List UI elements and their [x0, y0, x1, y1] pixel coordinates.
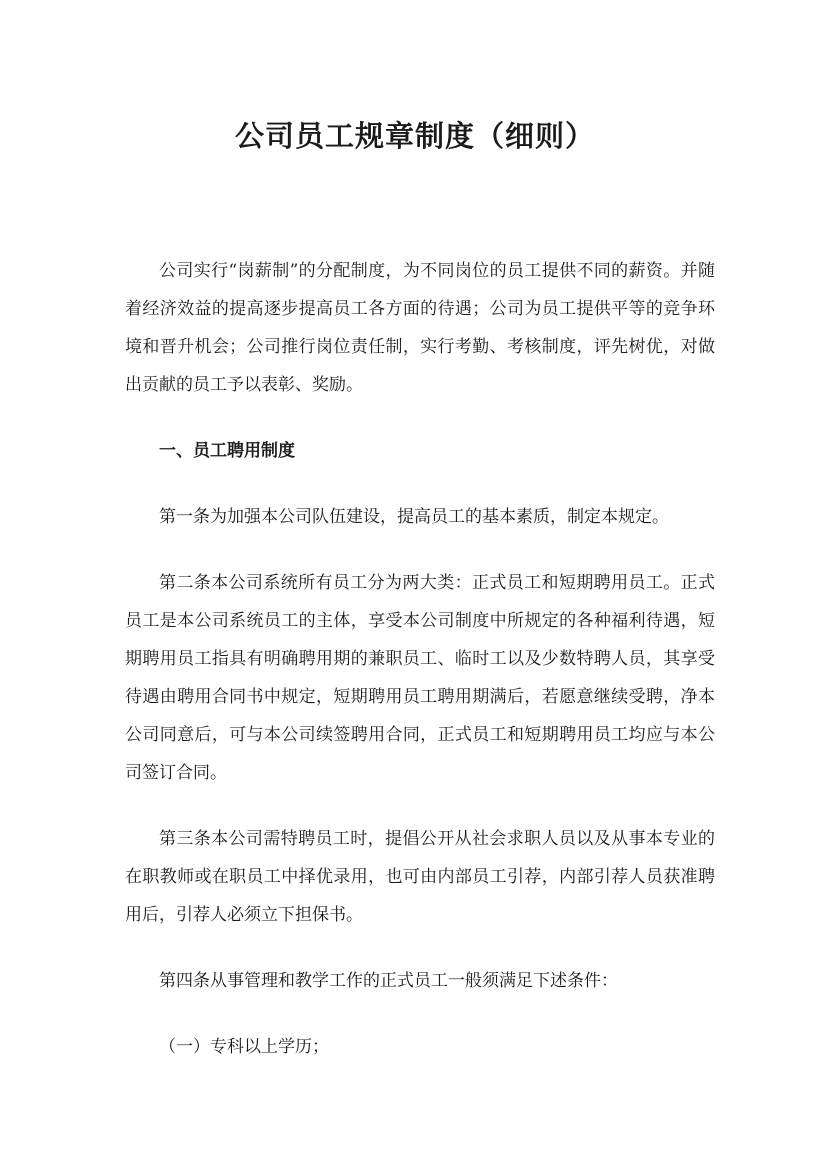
document-title: 公司员工规章制度（细则） — [234, 119, 595, 153]
condition-item-1: （一）专科以上学历； — [159, 1037, 329, 1057]
article-3: 第三条本公司需特聘员工时，提倡公开从社会求职人员以及从事本专业的在职教师或在职员工中择优录用，也可由内部员工引荐，内部引荐人员获准聘用后，引荐人必须立下担保书。 — [125, 829, 715, 925]
article-4: 第四条从事管理和教学工作的正式员工一般须满足下述条件： — [159, 971, 618, 991]
article-1: 第一条为加强本公司队伍建设，提高员工的基本素质，制定本规定。 — [159, 507, 669, 527]
article-2: 第二条本公司系统所有员工分为两大类：正式员工和短期聘用员工。正式员工是本公司系统员工的主体，享受本公司制度中所规定的各种福利待遇，短期聘用员工指具有明确聘用期的兼职员工、临时工以及少数特聘人员，其享受待遇由聘用合同书中规定，短期聘用员工聘用期满后，若愿意继续受聘，净本公司同意后，可与本公司续签聘用合同，正式员工和短期聘用员工均应与本公司签订合同。 — [125, 573, 715, 783]
section-heading: 一、员工聘用制度 — [159, 441, 295, 461]
intro-paragraph: 公司实行“岗薪制”的分配制度，为不同岗位的员工提供不同的薪资。并随着经济效益的提高逐步提高员工各方面的待遇；公司为员工提供平等的竞争环境和晋升机会；公司推行岗位责任制，实行考勤、考核制度，评先树优，对做出贡献的员工予以表彰、奖励。 — [125, 261, 715, 395]
document-body — [125, 252, 715, 1066]
